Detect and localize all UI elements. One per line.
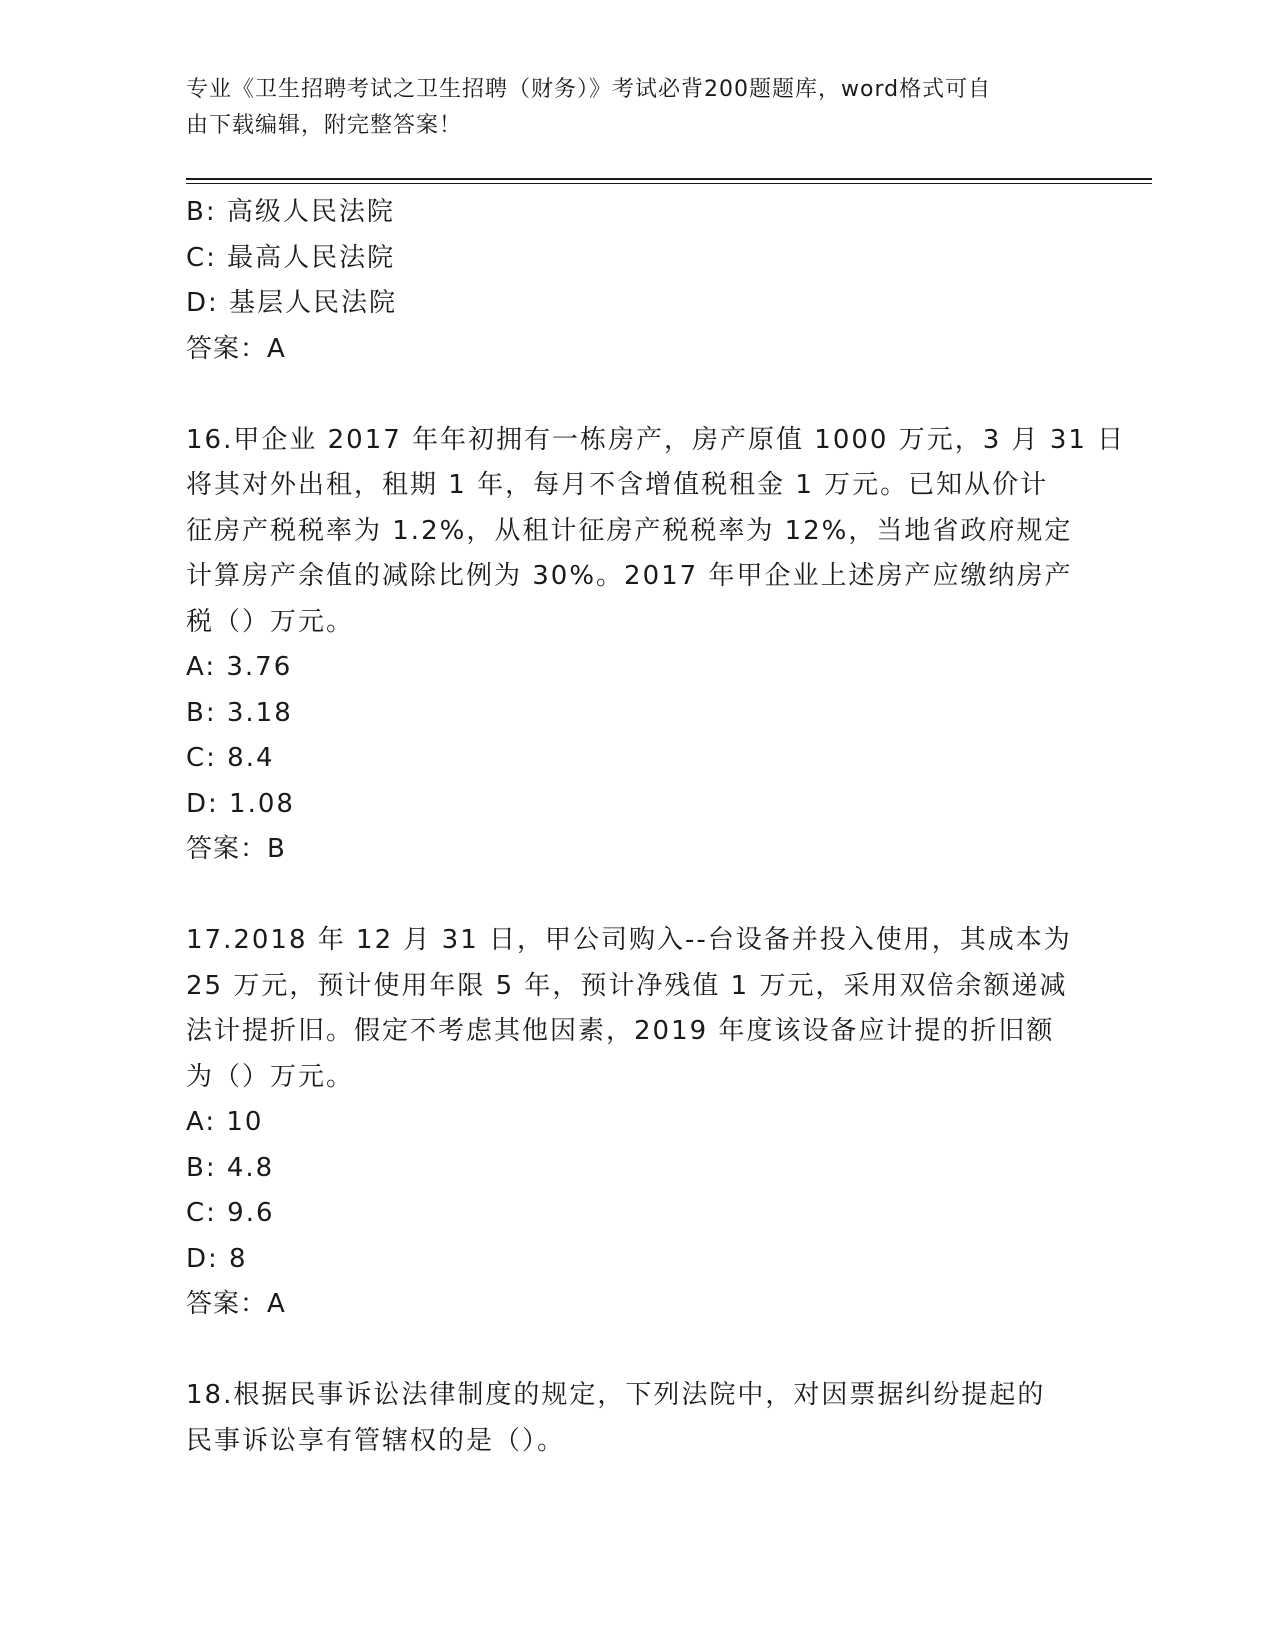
question-16-line: 税（）万元。: [186, 606, 355, 637]
question-17-line: 法计提折旧。假定不考虑其他因素，2019 年度该设备应计提的折旧额: [186, 1016, 1055, 1046]
question-18-stem: [186, 1373, 1086, 1464]
option-b: B: 高级人民法院: [186, 197, 395, 227]
option-d: D: 8: [186, 1243, 248, 1274]
question-18-line: 18.根据民事诉讼法律制度的规定，下列法院中，对因票据纠纷提起的: [186, 1380, 1046, 1410]
document-header: [186, 72, 1066, 144]
question-16-options: [186, 645, 1086, 827]
question-16-stem: [186, 418, 1126, 646]
question-17-answer: 答案：A: [186, 1289, 286, 1319]
header-divider-thin: [186, 183, 1152, 184]
option-a: A: 10: [186, 1107, 264, 1137]
question-16-answer: 答案：B: [186, 834, 286, 864]
spacer: [186, 372, 1086, 418]
question-17-line: 为（）万元。: [186, 1061, 355, 1092]
question-15-options: [186, 190, 1086, 327]
option-c: C: 8.4: [186, 743, 275, 773]
question-16-line: 征房产税税率为 1.2%，从租计征房产税税率为 12%，当地省政府规定: [186, 515, 1073, 546]
option-b: B: 3.18: [186, 697, 293, 728]
question-15-answer: 答案：A: [186, 333, 286, 364]
header-line-1: 专业《卫生招聘考试之卫生招聘（财务）》考试必背200题题库，word格式可自: [186, 77, 992, 102]
question-17-stem: [186, 918, 1086, 1100]
option-d: D: 基层人民法院: [186, 288, 398, 318]
question-17-line: 17.2018 年 12 月 31 日，甲公司购入--台设备并投入使用，其成本为: [186, 925, 1072, 955]
option-a: A: 3.76: [186, 652, 293, 682]
option-d: D: 1.08: [186, 788, 295, 819]
option-c: C: 9.6: [186, 1198, 275, 1228]
option-c: C: 最高人民法院: [186, 242, 396, 273]
question-18-line: 民事诉讼享有管辖权的是（）。: [186, 1425, 566, 1456]
spacer: [186, 1328, 1086, 1374]
option-b: B: 4.8: [186, 1152, 275, 1183]
header-line-2: 由下载编辑，附完整答案！: [186, 113, 463, 138]
question-17-options: [186, 1100, 1086, 1282]
question-17-line: 25 万元，预计使用年限 5 年，预计净残值 1 万元，采用双倍余额递减: [186, 970, 1068, 1001]
question-16-line: 将其对外出租，租期 1 年，每月不含增值税租金 1 万元。已知从价计: [186, 470, 1049, 500]
spacer: [186, 873, 1086, 919]
question-16-line: 16.甲企业 2017 年年初拥有一栋房产，房产原值 1000 万元，3 月 31 日: [186, 424, 1126, 455]
question-16-line: 计算房产余值的减除比例为 30%。2017 年甲企业上述房产应缴纳房产: [186, 561, 1073, 591]
question-content: [186, 190, 1126, 1464]
header-divider-thick: [186, 178, 1152, 180]
